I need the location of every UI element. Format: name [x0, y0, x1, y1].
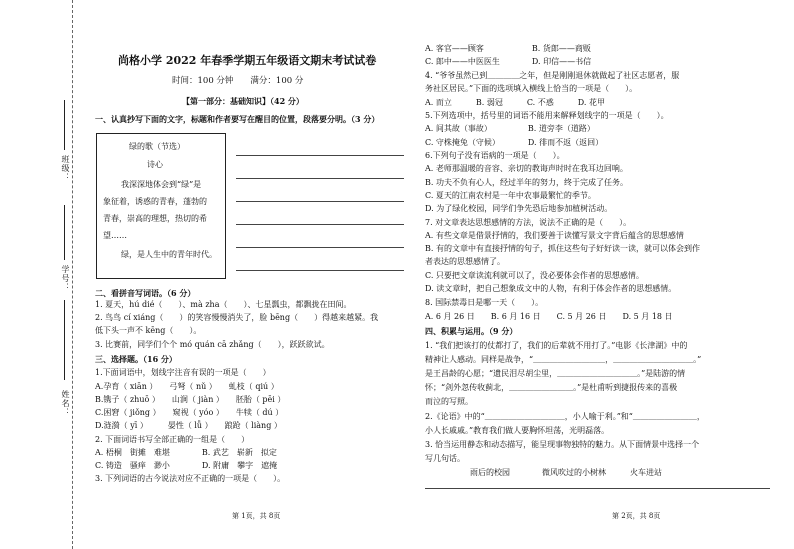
exam-title: 尚格小学 2022 年春季学期五年级语文期末考试试卷	[118, 54, 377, 67]
q4-line: 2.《论语》中的“＿＿＿＿＿＿＿＿＿＿，小人喻于利。”和“＿＿＿＿＿＿＿＿，	[425, 412, 705, 421]
q2-line: 3. 比赛前，同学们个个 mó quán cā zhǎng（ ），跃跃欲试。	[95, 340, 330, 349]
part1-heading: 【第一部分：基础知识】（42 分）	[182, 96, 304, 106]
q4-question: 务社区居民。”下面的选项填入横线上恰当的一项是（ ）。	[425, 84, 638, 93]
name-blank	[64, 300, 65, 380]
poem-line: 象征着，诱惑的青春，蓬勃的	[103, 197, 207, 206]
q4-line: 精神让人感动。同样是战争，“＿＿＿＿＿＿＿＿＿，＿＿＿＿＿＿＿＿＿＿。”	[425, 355, 702, 364]
copy-answer-line[interactable]	[236, 247, 404, 248]
q4-line: 是王昌龄的心愿；“遗民泪尽胡尘里，＿＿＿＿＿＿＿＿＿＿。”是陆游的情	[425, 369, 686, 378]
q3-line: D.涟漪（ yī ） 晏性（ lǚ ） 踉跄（ liàng ）	[95, 421, 282, 430]
q6-option: C. 夏天的江南农村是一年中农事最繁忙的季节。	[425, 191, 596, 200]
poem-line: 青春，崇高的理想，热切的希	[103, 214, 207, 223]
q7-option: B. 有的文章中有直接抒情的句子，抓住这些句子好好读一读，就可以体会到作	[425, 244, 700, 253]
q7-option: A. 有些文章是借景抒情的，我们要善于读懂写景文字背后蕴含的思想感情	[425, 231, 684, 240]
q3-line: B.镌子（ zhuō ） 山涧（ jiàn ） 胚胎（ pēi ）	[95, 395, 286, 404]
q3-line: 3. 下列词语的古今说法对应不正确的一项是（ ）。	[95, 474, 286, 483]
poem-line: 我深深地体会到“绿”是	[121, 180, 202, 189]
poem-line: 望……	[103, 231, 127, 240]
copy-answer-line[interactable]	[236, 270, 404, 271]
q3-line: C. 铸造 骚痒 渺小 D. 附庸 攀字 遮掩	[95, 461, 278, 470]
q5-options: A. 间其故（事故） B. 道旁李（道路）	[425, 124, 595, 133]
class-blank	[64, 100, 65, 150]
binding-line	[72, 0, 73, 549]
q4-line: 写几句话。	[425, 454, 465, 463]
q3-line: A.孕育（ xiān ） 弓弩（ nǔ ） 虬枝（ qiú ）	[95, 382, 279, 391]
q4-line: 小人长戚戚。”教育我们做人要胸怀坦荡，光明磊落。	[425, 426, 610, 435]
q4-line: 1. “我们把该打的仗都打了，我们的后辈就不用打了。”电影《长津湖》中的	[425, 341, 688, 350]
q6-option: D. 为了绿化校园，同学们争先恐后地参加植树活动。	[425, 204, 613, 213]
q6-option: B. 功夫不负有心人，经过半年的努力，终于完成了任务。	[425, 178, 628, 187]
q4-line: 而泣的写照。	[425, 397, 473, 406]
q7-option: D. 读文章时，把自己想象成文中的人物，有利于体会作者的思想感情。	[425, 284, 677, 293]
q3-heading: 三、选择题。（16 分）	[95, 354, 177, 364]
q4-options: A. 而立 B. 弱冠 C. 不惑 D. 花甲	[425, 98, 605, 107]
q2-line: 1. 夏天，hú dié（ ）、mà zha（ ）、七星瓢虫，都飘拢在田间。	[95, 300, 352, 309]
copy-answer-line[interactable]	[236, 178, 404, 179]
q7-option: C. 只要把文章读流利就可以了，没必要体会作者的思想感情。	[425, 271, 644, 280]
copy-answer-line[interactable]	[236, 224, 404, 225]
copy-answer-line[interactable]	[236, 155, 404, 156]
q3-line: A. 梧桐 街摊 难堪 B. 武艺 崭新 拟定	[95, 448, 277, 457]
q2-line: 低下头一声不 kēng（ ）。	[95, 326, 202, 335]
poem-author: 诗心	[147, 160, 163, 169]
name-label: 姓名：	[61, 390, 70, 417]
poem-title: 绿的歌（节选）	[129, 142, 185, 151]
q8-question: 8. 国际禁毒日是哪一天（ ）。	[425, 298, 544, 307]
class-label: 班级：	[61, 155, 70, 182]
page-footer-right: 第 2页，共 8页	[612, 512, 661, 520]
q3-line: C.困窘（ jiǒng ） 窥视（ yóo ） 牛犊（ dú ）	[95, 408, 284, 417]
q2-heading: 二、看拼音写词语。（6 分）	[95, 288, 196, 298]
q6-option: A. 老师那温暖的音容、亲切的教诲声时时在我耳边回响。	[425, 164, 628, 173]
q7-option: 者表达的思想感情了。	[425, 257, 505, 266]
copy-answer-line[interactable]	[236, 201, 404, 202]
q4-question: 4. “爷爷虽然已到＿＿＿＿之年，但是刚刚退休就做起了社区志愿者，服	[425, 71, 680, 80]
q3-line: 2. 下面词语书写全部正确的一组是（ ）	[95, 435, 250, 444]
q7-question: 7. 对文章表达思想感情的方法，说法不正确的是（ ）。	[425, 218, 632, 227]
number-label: 学号：	[61, 265, 70, 292]
q3-options: A. 客官——顾客 B. 货郎——商贩	[425, 44, 591, 53]
exam-meta: 时间：100 分钟 满分：100 分	[172, 76, 304, 86]
poem-box	[96, 133, 226, 279]
q8-options: A. 6 月 26 日 B. 6 月 16 日 C. 5 月 26 日 D. 5 月 18 日	[425, 312, 673, 321]
q4-section-heading: 四、积累与运用。（9 分）	[425, 326, 518, 336]
writing-answer-line[interactable]	[425, 488, 770, 489]
page-footer-left: 第 1页，共 8页	[232, 512, 281, 520]
scene-options: 雨后的校园 微风吹过的小树林 火车进站	[470, 468, 662, 477]
q4-line: 3. 恰当运用静态和动态描写，能呈现事物独特的魅力。从下面情景中选择一个	[425, 440, 700, 449]
q5-question: 5.下列选项中，括号里的词语不能用来解释划线字的一项是（ ）。	[425, 111, 669, 120]
q3-line: 1.下面词语中，划线字注音有误的一项是（ ）	[95, 368, 271, 377]
q1-heading: 一、认真抄写下面的文字，标题和作者要写在醒目的位置，段落要分明。（3 分）	[95, 114, 380, 124]
q3-options: C. 郎中——中医医生 D. 印信——书信	[425, 57, 592, 66]
poem-line: 绿，是人生中的青年时代。	[121, 250, 217, 259]
q5-options: C. 守株掩兔（守候） D. 徘而不返（返回）	[425, 138, 604, 147]
q6-question: 6.下列句子没有语病的一项是（ ）。	[425, 151, 565, 160]
number-blank	[64, 205, 65, 260]
q2-line: 2. 鸟鸟 cí xiáng（ ）的笑容慢慢消失了，脸 bēng（ ）得越来越紧。我	[95, 313, 379, 322]
q4-line: 怀；“剑外忽传收蓟北，＿＿＿＿＿＿＿＿。”是杜甫听到捷报传来的喜极	[425, 383, 678, 392]
